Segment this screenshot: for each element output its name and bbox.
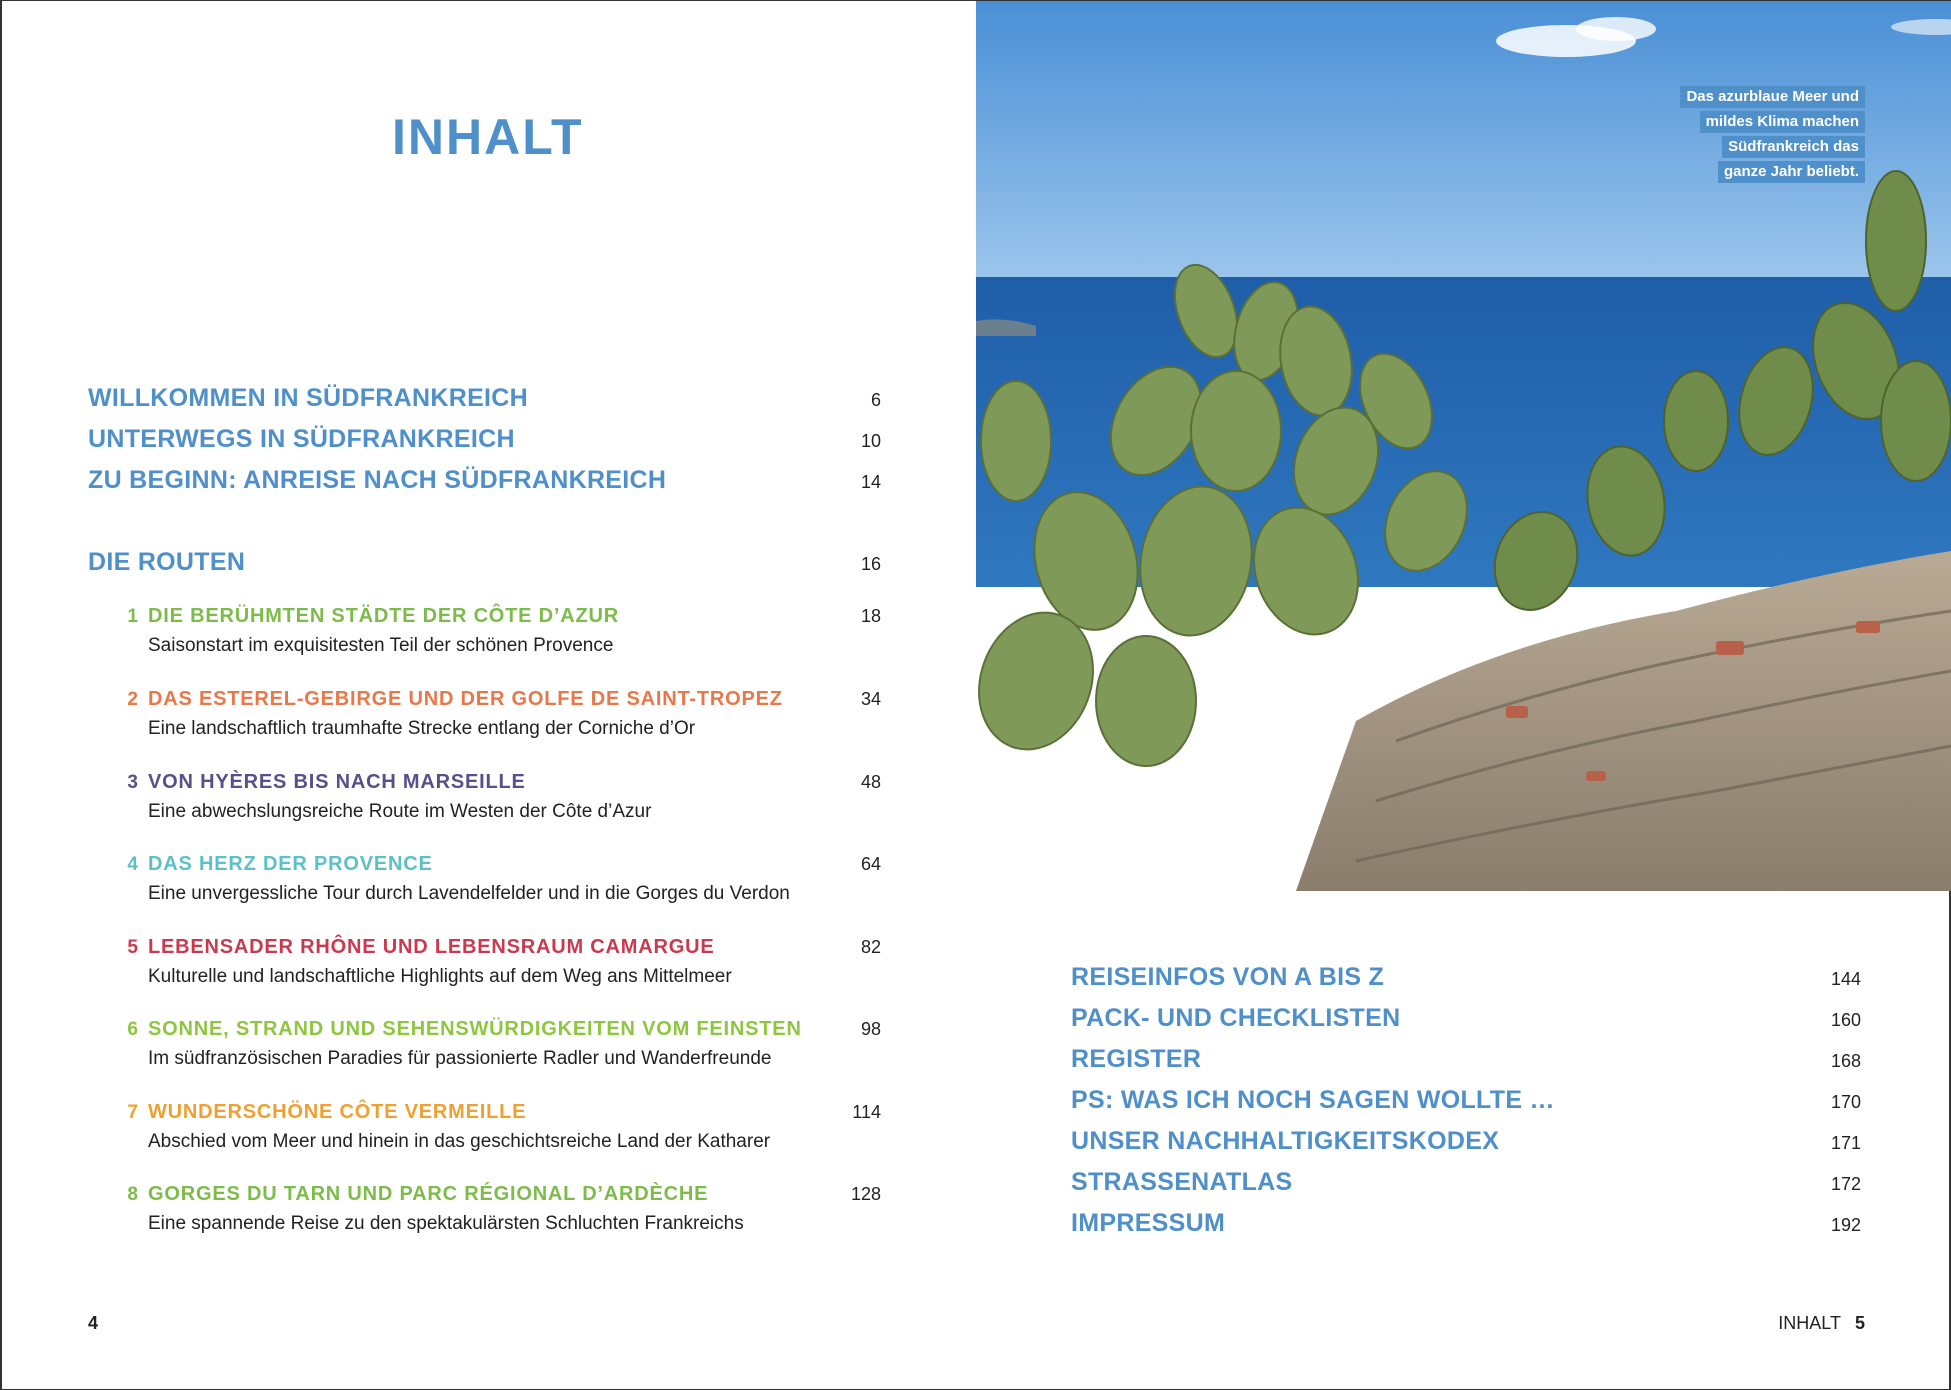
page-title: INHALT [392,109,584,165]
caption-line: Südfrankreich das [1722,136,1865,158]
route-title: DAS ESTEREL-GEBIRGE UND DER GOLFE DE SAINT-TROPEZ [148,688,783,710]
route-entry[interactable] [88,1101,881,1153]
toc-entry-page: 10 [860,431,881,451]
toc-entry-page: 168 [1830,1051,1861,1071]
toc-entry-label: PS: WAS ICH NOCH SAGEN WOLLTE … [1071,1086,1555,1114]
route-number: 3 [127,772,138,793]
toc-entry[interactable] [1071,1168,1861,1197]
route-entry[interactable] [88,605,881,657]
route-page: 34 [860,689,881,709]
route-title: DAS HERZ DER PROVENCE [148,853,433,875]
page-number-right: 5 [1854,1313,1865,1333]
route-title: LEBENSADER RHÔNE UND LEBENSRAUM CAMARGUE [148,936,715,958]
toc-entry-page: 16 [860,554,881,574]
toc-entry-page: 170 [1830,1092,1861,1112]
toc-entry[interactable] [88,466,881,495]
toc-entry-label: STRASSENATLAS [1071,1168,1293,1196]
caption-line: ganze Jahr beliebt. [1718,161,1865,183]
toc-entry[interactable] [1071,1209,1861,1238]
route-number: 4 [127,854,138,875]
toc-entry[interactable] [1071,1004,1861,1033]
page-footer-right [1778,1313,1865,1334]
toc-entry[interactable] [1071,963,1861,992]
running-title: INHALT [1778,1313,1841,1333]
page-number-left: 4 [88,1313,99,1333]
toc-entry-label: DIE ROUTEN [88,548,246,576]
toc-entry[interactable] [1071,1086,1861,1115]
route-entry[interactable] [88,688,881,740]
toc-entry-label: UNTERWEGS IN SÜDFRANKREICH [88,425,515,453]
toc-entry-label: ZU BEGINN: ANREISE NACH SÜDFRANKREICH [88,466,667,494]
route-entry[interactable] [88,771,881,823]
toc-entry-page: 6 [870,390,881,410]
route-page: 98 [860,1019,881,1039]
route-subtitle: Kulturelle und landschaftliche Highlights auf dem Weg ans Mittelmeer [148,966,732,987]
caption-line: mildes Klima machen [1700,111,1865,133]
route-subtitle: Abschied vom Meer und hinein in das geschichtsreiche Land der Katharer [148,1131,771,1152]
toc-entry[interactable] [1071,1127,1861,1156]
route-page: 64 [860,854,881,874]
route-subtitle: Eine spannende Reise zu den spektakulärsten Schluchten Frankreichs [148,1213,744,1234]
toc-entry-page: 14 [860,472,881,492]
route-number: 8 [127,1184,138,1205]
toc-entry-page: 144 [1830,969,1861,989]
route-title: SONNE, STRAND UND SEHENSWÜRDIGKEITEN VOM FEINSTEN [148,1018,802,1040]
route-entry[interactable] [88,853,881,905]
toc-entry-label: REGISTER [1071,1045,1202,1073]
route-entry[interactable] [88,1183,881,1235]
route-number: 6 [127,1019,138,1040]
route-subtitle: Eine abwechslungsreiche Route im Westen der Côte d’Azur [148,801,652,822]
route-title: GORGES DU TARN UND PARC RÉGIONAL D’ARDÈCHE [148,1183,709,1205]
toc-entry-label: IMPRESSUM [1071,1209,1226,1237]
toc-entry[interactable] [88,425,881,454]
route-subtitle: Saisonstart im exquisitesten Teil der schönen Provence [148,635,614,656]
route-entry[interactable] [88,1018,881,1070]
route-number: 5 [127,937,138,958]
route-number: 2 [127,689,138,710]
route-subtitle: Im südfranzösischen Paradies für passionierte Radler und Wanderfreunde [148,1048,772,1069]
route-title: DIE BERÜHMTEN STÄDTE DER CÔTE D’AZUR [148,605,620,627]
toc-entry-label: WILLKOMMEN IN SÜDFRANKREICH [88,384,529,412]
toc-entry-page: 171 [1830,1133,1861,1153]
photo-caption [1680,86,1865,186]
route-page: 18 [860,606,881,626]
toc-entry-page: 192 [1830,1215,1861,1235]
route-number: 1 [127,606,138,627]
toc-entry-routes[interactable] [88,548,881,577]
toc-entry-page: 160 [1830,1010,1861,1030]
route-subtitle: Eine unvergessliche Tour durch Lavendelfelder und in die Gorges du Verdon [148,883,790,904]
route-title: VON HYÈRES BIS NACH MARSEILLE [148,771,526,793]
route-subtitle: Eine landschaftlich traumhafte Strecke entlang der Corniche d’Or [148,718,696,739]
route-number: 7 [127,1102,138,1123]
route-entry[interactable] [88,936,881,988]
route-page: 48 [860,772,881,792]
toc-entry-page: 172 [1830,1174,1861,1194]
route-page: 114 [852,1102,881,1122]
toc-entry[interactable] [88,384,881,413]
route-page: 82 [860,937,881,957]
caption-line: Das azurblaue Meer und [1680,86,1865,108]
toc-entry-label: PACK- UND CHECKLISTEN [1071,1004,1401,1032]
coast-photo [976,1,1951,891]
route-page: 128 [850,1184,881,1204]
toc-entry-label: UNSER NACHHALTIGKEITSKODEX [1071,1127,1500,1155]
toc-entry-label: REISEINFOS VON A BIS Z [1071,963,1385,991]
route-title: WUNDERSCHÖNE CÔTE VERMEILLE [148,1101,527,1123]
toc-entry[interactable] [1071,1045,1861,1074]
